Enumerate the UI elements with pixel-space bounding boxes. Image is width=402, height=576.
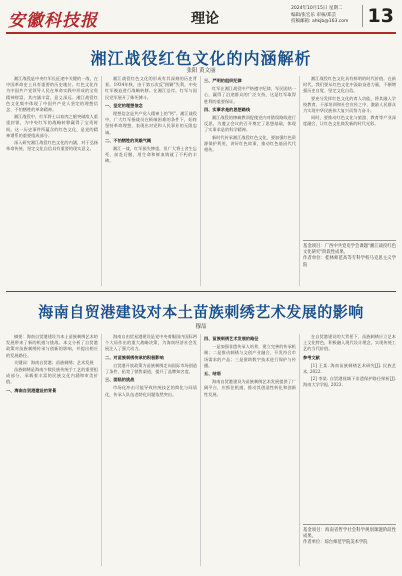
- article2-column-4: [303, 334, 396, 504]
- article1-title: 湘江战役红色文化的内涵解析: [90, 49, 312, 68]
- issue-meta: [291, 6, 348, 26]
- subheading: 四、苗族刺绣艺术发展的路径: [204, 336, 259, 341]
- column-divider: [200, 76, 201, 286]
- column-divider: [299, 76, 300, 286]
- reference: [1] 王某. 海南苗族刺绣艺术研究[J]. 民族艺术, 2022.: [303, 362, 396, 375]
- paragraph: 湘江战役的惨痛教训促使党内对错误路线进行反思，为遵义会议的召开奠定了思想基础，体现了实事求是的科学精神。: [204, 115, 296, 133]
- email-line: 投稿邮箱: ahkjb@163.com: [291, 19, 349, 24]
- paragraph: 海南自贸港建设为苗族刺绣艺术发展提供了广阔平台，应抓住机遇，推动其创造性转化和创新性发展。: [204, 379, 296, 397]
- abstract: 摘要：海南自贸港建设为本土苗族刺绣艺术的发展带来了新的机遇与挑战。本文分析了自贸港政策对苗族刺绣传承与创新的影响，并提出相应的发展路径。: [6, 334, 98, 358]
- article2-title: 海南自贸港建设对本土苗族刺绣艺术发展的影响: [38, 303, 364, 321]
- paragraph: 湘江战役红色文化的形成有其深刻的历史背景。1934年秋，由于第五次反"围剿"失利，中央红军被迫进行战略转移。在湘江沿岸，红军与国民党军展开了殊死搏斗。: [105, 76, 197, 100]
- newspaper-page: [6, 4, 396, 570]
- column-divider: [101, 76, 102, 286]
- newspaper-logo: 安徽科技报: [8, 11, 98, 31]
- article1-author: 张阳 黄文丽: [186, 68, 216, 74]
- paragraph: 湘江一战，红军损失惨重，但广大将士舍生忘死、前赴后继，用生命和鲜血铸就了不朽的丰碑。: [105, 146, 197, 164]
- paragraph: 理想信念是共产党人精神上的"钙"。湘江战役中，广大红军指战员在极端困难的条件下，始终坚持革命理想，表现出对党和人民事业的无限忠诚。: [105, 111, 197, 135]
- paragraph: 一是加强非遗传承人培养，建立完善的传承机制；二是推动刺绣与文创产业融合，开发符合市场需求的产品；三是借助数字技术进行保护与传播。: [204, 344, 296, 368]
- paragraph: 湘江战役中，红军将士以血肉之躯突破敌人重重封锁，为中央红军的战略转移赢得了宝贵时间。这一历史事件所蕴含的红色文化，是党的精神谱系的重要组成部分。: [6, 114, 98, 138]
- fund-note: 基金项目：海南省哲学社会科学规划课题阶段性成果。: [303, 528, 396, 540]
- column-divider: [101, 334, 102, 566]
- article1-column-3: [204, 76, 296, 286]
- reference: [2] 李某. 自贸港视域下非遗保护路径探析[J]. 海南大学学报, 2023.: [303, 376, 396, 388]
- paragraph: 湘江战役红色文化具有鲜明的时代价值。在新时代，我们要从红色文化中汲取奋进力量，不断增强历史自觉、坚定文化自信。: [303, 76, 396, 94]
- article2-column-3: [204, 334, 296, 566]
- issue-date: 2024年10月15日 星期二: [291, 6, 343, 11]
- page-number: 13: [362, 5, 394, 27]
- article1-column-2: [105, 76, 197, 286]
- paragraph: 在自贸港建设的大背景下，苗族刺绣应立足本土文化特色，积极融入现代设计理念，实现传统工艺的当代价值。: [303, 334, 396, 352]
- subheading: 四、实事求是的思想路线: [204, 106, 251, 112]
- subheading: 一、海南自贸港建设的背景: [6, 387, 57, 393]
- paragraph: 湘江战役是中央红军长征途中关键的一战，在中国革命史上具有重要的历史地位。红色文化作为中国共产党领导人民在革命实践中形成的宝贵精神财富，其内涵丰富，意义深远。湘江战役红色文化集中体现了中国共产党人坚定的理想信念、不怕牺牲的革命精神。: [6, 76, 98, 113]
- fund-note: 基金项目：广西中共党史学会课题"湘江战役红色文化研究"阶段性成果。: [303, 244, 396, 256]
- author-affiliation: 作者单位：桂林师范高等专科学校马克思主义学院: [303, 256, 396, 268]
- article1-column-1: [6, 76, 98, 286]
- section-title: 理论: [191, 11, 219, 27]
- paragraph: 市场化冲击可能导致传统技艺的简化与同质化，传承人队伍老龄化问题依然突出。: [105, 385, 197, 397]
- editor-line: 编辑/张宏乐 审核/郑芸: [291, 12, 336, 18]
- subheading: 三、面临的挑战: [105, 377, 135, 383]
- article2-column-1: [6, 334, 98, 566]
- article-separator: [6, 291, 396, 292]
- column-divider: [299, 334, 300, 566]
- article2-notes: [303, 524, 396, 547]
- paragraph: 新时代传承湘江战役红色文化，要加强红色资源保护利用，讲好红色故事，推动红色基因代代相传。: [204, 134, 296, 153]
- article1-notes: [303, 240, 396, 269]
- paragraph: 海南自由贸易港建设是党中央着眼国内国际两个大局作出的重大战略决策，为海南经济社会发展注入了强大动力。: [105, 334, 197, 352]
- references-heading: 参考文献: [303, 354, 320, 360]
- subheading: 五、结语: [204, 371, 221, 377]
- subheading: 一、坚定的理想信念: [105, 102, 143, 108]
- paragraph: 苗族刺绣是海南少数民族传统手工艺的重要组成部分，承载着丰富的民族文化内涵和审美价值。: [6, 367, 98, 385]
- masthead: [6, 4, 396, 34]
- article2-author: 穆喆: [195, 324, 207, 330]
- subheading: 二、对苗族刺绣传承的积极影响: [105, 354, 164, 360]
- subheading: 二、不怕牺牲的英雄气概: [105, 137, 152, 143]
- keywords: 关键词：海南自贸港；苗族刺绣；艺术发展: [14, 359, 94, 365]
- paragraph: 同时，要推动红色文化与旅游、教育等产业深度融合，让红色文化焕发新的时代光彩。: [303, 115, 396, 127]
- article1-column-4: [303, 76, 396, 226]
- author-affiliation: 作者单位：琼台师范学院美术学院: [303, 540, 368, 546]
- paragraph: 自贸港开放政策为苗族刺绣走向国际市场创造了条件，拓宽了销售渠道，提升了品牌知名度。: [105, 362, 197, 375]
- article2-column-2: [105, 334, 197, 566]
- subheading: 三、严明的组织纪律: [204, 78, 242, 83]
- column-divider: [200, 334, 201, 566]
- paragraph: 深入研究湘江战役红色文化的内涵，对于弘扬革命传统、坚定文化自信具有重要的现实意义。: [6, 140, 98, 152]
- paragraph: 要充分发挥红色文化的育人功能，将其融入学校教育、干部培训和社会宣传之中，激励人民群众为实现中华民族伟大复兴而努力奋斗。: [303, 95, 396, 114]
- paragraph: 红军在湘江战役中严格遵守纪律，军民团结一心，赢得了沿途群众的广泛支持，这是红军取得胜利的重要保证。: [204, 86, 296, 104]
